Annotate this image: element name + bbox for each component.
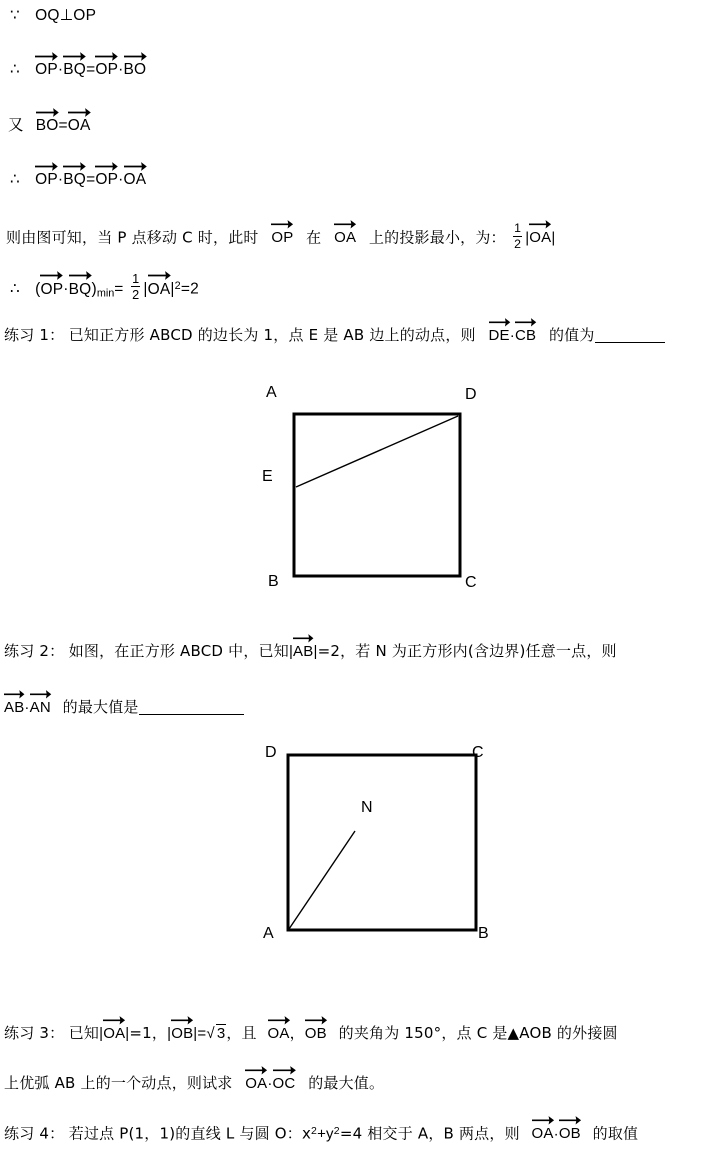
exercise-2-answer-blank[interactable]: [139, 714, 244, 715]
square-abcd-1: [294, 414, 460, 576]
vector-arrow-icon: [245, 1064, 267, 1075]
vector-bq: BQ: [63, 62, 86, 78]
abs-bar-close-4: |: [125, 1025, 130, 1042]
exercise-4-sup-1: 2: [311, 1125, 318, 1137]
vector-op-5: OP: [271, 230, 293, 245]
vector-bo-2: BO: [36, 118, 59, 134]
abs-bar-close-5: |: [193, 1025, 198, 1042]
dot-operator-5: ·: [63, 280, 69, 298]
vector-arrow-icon: [95, 50, 118, 61]
vector-ab: AB: [293, 644, 313, 659]
dot-operator-7: ·: [24, 699, 30, 716]
vector-arrow-icon: [124, 50, 147, 61]
exercise-1-answer-blank[interactable]: [595, 342, 665, 343]
conclusion-line-1: [6, 222, 555, 251]
because-symbol: ∵: [10, 7, 21, 24]
vector-oa-2: OA: [124, 172, 147, 188]
proof-line-1: [10, 8, 96, 24]
vector-arrow-icon: [36, 106, 59, 117]
vertex-label-C: C: [472, 744, 484, 761]
vector-op-4: OP: [95, 172, 118, 188]
proof-line-2: [10, 62, 146, 78]
vector-arrow-icon: [171, 1014, 193, 1025]
vertex-label-B: B: [268, 573, 279, 590]
segment-ed: [296, 416, 458, 487]
vector-de: DE: [489, 328, 510, 343]
point-label-N: N: [361, 799, 373, 816]
vertex-label-A: A: [263, 925, 274, 942]
fraction-denominator: 2: [132, 287, 140, 303]
you-character: 又: [8, 116, 24, 134]
exercise-1: [4, 328, 665, 343]
vertex-label-B: B: [478, 925, 489, 942]
sqrt-expression: [206, 1026, 226, 1041]
abs-bar-close-3: |: [313, 643, 318, 660]
figure-1: [250, 380, 490, 595]
vector-op-3: OP: [35, 172, 58, 188]
fraction-denominator: 2: [514, 236, 522, 251]
vector-arrow-icon: [69, 269, 92, 280]
fraction-numerator: 1: [132, 271, 140, 286]
vector-arrow-icon: [489, 316, 510, 327]
exercise-4-label: 练习 4：: [4, 1124, 65, 1143]
sqrt-symbol-icon: √: [206, 1025, 215, 1042]
vector-arrow-icon: [273, 1064, 296, 1075]
vector-arrow-icon: [271, 218, 293, 229]
abs-bar-close-2: |: [170, 280, 175, 298]
vector-op: OP: [35, 62, 58, 78]
vector-oa: OA: [68, 118, 91, 134]
vector-arrow-icon: [515, 316, 536, 327]
vector-arrow-icon: [148, 269, 171, 280]
vector-arrow-icon: [30, 688, 51, 699]
vector-oa-6: OA: [103, 1026, 125, 1041]
abs-bar-open-4: |: [99, 1025, 104, 1042]
vector-cb: CB: [515, 328, 536, 343]
therefore-symbol-3: ∴: [10, 280, 21, 298]
dot-operator-4: ·: [118, 171, 124, 188]
vertex-label-E: E: [262, 468, 273, 485]
fraction-one-half-2: [130, 272, 141, 302]
paren-close: ): [91, 280, 97, 298]
proof-line-4: [10, 172, 146, 188]
proof-line-1-body: OQ⊥OP: [35, 7, 97, 24]
square-abcd-2: [288, 755, 476, 930]
equals-sign-4: =: [114, 280, 124, 298]
vertex-label-D: D: [265, 744, 277, 761]
exercise-3-line2-tail: 的最大值。: [308, 1074, 385, 1092]
vector-oa-9: OA: [532, 1126, 554, 1141]
vertex-label-C: C: [465, 574, 477, 591]
equals-result: =2: [180, 280, 199, 298]
superscript-2: 2: [174, 280, 181, 293]
vector-arrow-icon: [40, 269, 63, 280]
exercise-4-text-mid: =4 相交于 A，B 两点，则: [339, 1124, 520, 1143]
exercise-3-text-p2: =1，: [129, 1024, 168, 1042]
paren-open: (: [35, 280, 41, 298]
exercise-3-text-p3: =: [197, 1025, 207, 1042]
subscript-min: min: [96, 287, 115, 300]
vector-arrow-icon: [63, 160, 86, 171]
exercise-3-line-2: [4, 1076, 384, 1091]
therefore-symbol-2: ∴: [10, 171, 21, 188]
equals-sign-1: =: [86, 61, 96, 78]
vector-arrow-icon: [4, 688, 24, 699]
dot-operator-1: ·: [57, 61, 64, 78]
vector-bo: BO: [124, 62, 147, 78]
exercise-4-text-before: 若过点 P(1，1)的直线 L 与圆 O：x: [68, 1124, 312, 1143]
equals-sign-2: =: [58, 117, 68, 134]
vertex-label-D: D: [465, 386, 477, 403]
vector-arrow-icon: [305, 1014, 327, 1025]
vector-bq-3: BQ: [69, 282, 92, 298]
fraction-one-half: [512, 222, 523, 251]
vector-arrow-icon: [103, 1014, 125, 1025]
proof-line-3: [8, 118, 91, 134]
exercise-4-text-after: 的取值: [592, 1124, 639, 1143]
exercise-2-text-before: 如图，在正方形 ABCD 中，已知: [68, 642, 289, 660]
vector-arrow-icon: [334, 218, 356, 229]
figure-1-svg: [250, 380, 490, 595]
vector-arrow-icon: [268, 1014, 290, 1025]
vector-ab-2: AB: [4, 700, 24, 715]
exercise-3-comma: ，: [289, 1024, 305, 1042]
exercise-2-line-2: [4, 700, 244, 715]
therefore-symbol: ∴: [10, 61, 21, 78]
abs-bar-close: |: [551, 229, 556, 247]
vector-arrow-icon: [63, 50, 86, 61]
vector-op-2: OP: [95, 62, 118, 78]
vector-arrow-icon: [529, 218, 551, 229]
exercise-2-line-1: [4, 644, 617, 659]
abs-bar-open-2: |: [143, 280, 148, 298]
vector-an: AN: [30, 700, 51, 715]
vector-arrow-icon: [532, 1114, 554, 1125]
vector-oa-5: OA: [148, 282, 171, 298]
vector-oa-4: OA: [529, 230, 551, 245]
vector-oa-3: OA: [334, 230, 356, 245]
segment-an: [289, 831, 355, 929]
figure-2: [250, 740, 500, 955]
exercise-4-sup-2: 2: [333, 1125, 340, 1137]
exercise-3-line-1: [4, 1026, 618, 1041]
conclusion-text-part-3: 上的投影最小，为：: [368, 228, 506, 247]
exercise-3-line2-text: 上优弧 AB 上的一个动点，则试求: [4, 1074, 233, 1092]
abs-bar-open-5: |: [167, 1025, 172, 1042]
exercise-3-label: 练习 3：: [4, 1024, 65, 1042]
vector-arrow-icon: [35, 160, 58, 171]
exercise-3-text-p4: ，且: [226, 1024, 257, 1042]
dot-operator-9: ·: [553, 1125, 559, 1143]
conclusion-line-2: [10, 272, 199, 302]
vector-oa-7: OA: [268, 1026, 290, 1041]
dot-operator-3: ·: [57, 171, 64, 188]
exercise-4-plus-y: +y: [317, 1125, 334, 1143]
exercise-4: [4, 1126, 638, 1141]
vertex-label-A: A: [266, 384, 277, 401]
sqrt-radicand: 3: [216, 1025, 226, 1042]
exercise-3-text-p6: 的夹角为 150°，点 C 是▲AOB 的外接圆: [338, 1024, 618, 1042]
conclusion-text-part-2: 在: [306, 228, 322, 247]
vector-ob-3: OB: [559, 1126, 581, 1141]
exercise-1-label: 练习 1：: [4, 326, 65, 344]
vector-arrow-icon: [68, 106, 91, 117]
vector-arrow-icon: [293, 632, 313, 643]
exercise-2-tail-text: 的最大值是: [62, 698, 139, 716]
equals-sign-3: =: [86, 171, 96, 188]
abs-bar-open-3: |: [288, 643, 294, 660]
vector-oa-8: OA: [245, 1076, 267, 1091]
exercise-2-label: 练习 2：: [4, 642, 65, 660]
figure-2-svg: [250, 740, 500, 955]
exercise-1-text-after: 的值为: [548, 326, 595, 344]
abs-bar-open: |: [525, 229, 530, 247]
exercise-3-text-p1: 已知: [68, 1024, 100, 1042]
vector-oc: OC: [273, 1076, 296, 1091]
dot-operator-6: ·: [509, 327, 515, 344]
conclusion-text-part-1: 则由图可知，当 P 点移动 C 时，此时: [6, 228, 259, 247]
vector-bq-2: BQ: [63, 172, 86, 188]
vector-arrow-icon: [124, 160, 147, 171]
vector-ob: OB: [171, 1026, 193, 1041]
exercise-1-text-before: 已知正方形 ABCD 的边长为 1，点 E 是 AB 边上的动点，则: [68, 326, 476, 344]
dot-operator-2: ·: [118, 61, 124, 78]
exercise-2-text-after: =2，若 N 为正方形内(含边界)任意一点，则: [317, 642, 617, 660]
vector-op-6: OP: [40, 282, 63, 298]
dot-operator-8: ·: [267, 1075, 273, 1092]
vector-ob-2: OB: [305, 1026, 327, 1041]
vector-arrow-icon: [95, 160, 118, 171]
vector-arrow-icon: [559, 1114, 581, 1125]
vector-arrow-icon: [35, 50, 58, 61]
fraction-numerator: 1: [514, 221, 522, 235]
